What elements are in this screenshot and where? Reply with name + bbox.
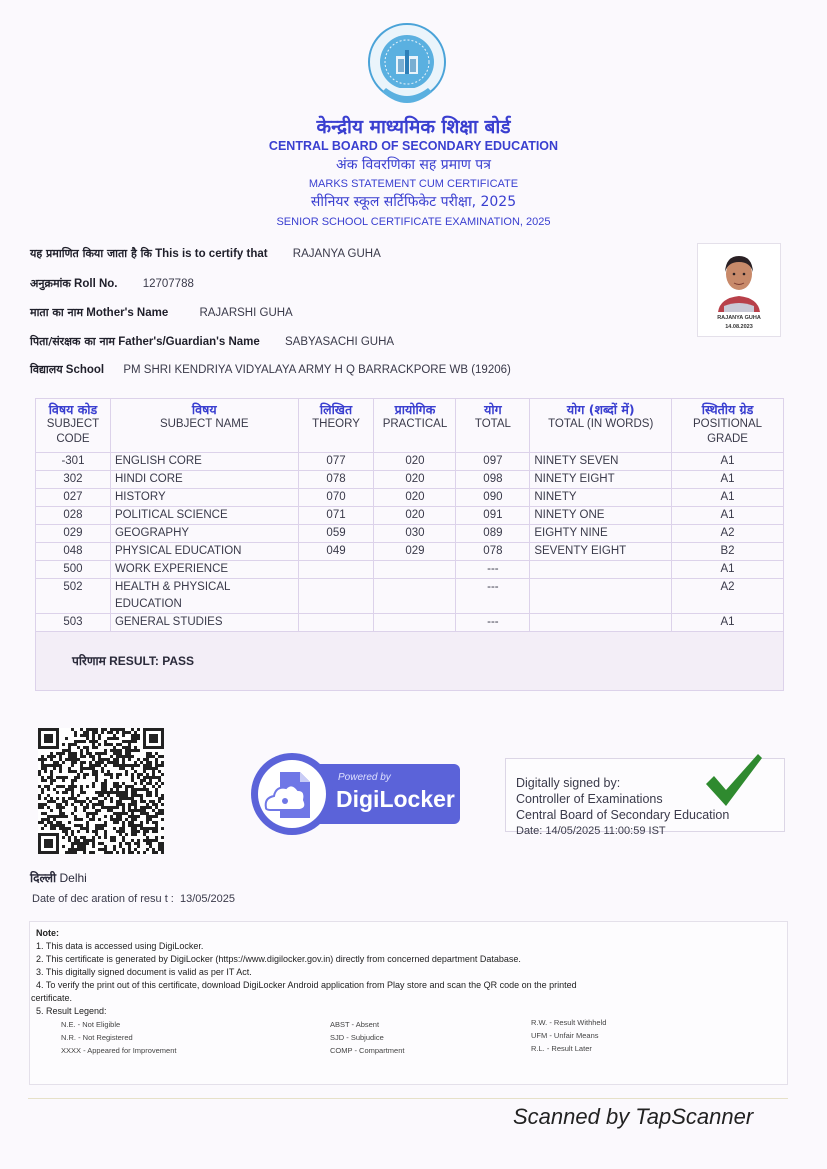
qr-finder-pattern [44, 734, 53, 743]
powered-by-text: Powered by [338, 772, 391, 783]
total-in-words [530, 561, 672, 579]
board-name-english: CENTRAL BOARD OF SECONDARY EDUCATION [268, 139, 559, 153]
subject-code: 503 [36, 614, 111, 632]
theory-marks [298, 579, 374, 614]
practical-marks: 029 [374, 543, 456, 561]
note-item: 3. This digitally signed document is valid as per IT Act. [36, 967, 252, 977]
qr-finder-pattern [149, 734, 158, 743]
document-title-hindi: अंक विवरणिका सह प्रमाण पत्र [336, 157, 491, 173]
subject-code: 028 [36, 507, 111, 525]
divider [28, 1098, 788, 1099]
subject-code: 500 [36, 561, 111, 579]
theory-marks [298, 561, 374, 579]
legend-item: XXXX - Appeared for Improvement [61, 1046, 177, 1055]
theory-marks: 070 [298, 489, 374, 507]
mother-row [30, 305, 293, 320]
note-item: 4. To verify the print out of this certificate, download DigiLocker Android application from Play store and scan the QR code on the printed [36, 980, 577, 990]
roll-label: Roll No. [74, 278, 118, 290]
practical-marks: 020 [374, 453, 456, 471]
positional-grade: A2 [672, 579, 784, 614]
subject-code: 302 [36, 471, 111, 489]
result-label-hindi: परिणाम [72, 653, 106, 668]
total-marks: 090 [456, 489, 530, 507]
scanner-watermark: Scanned by TapScanner [513, 1104, 754, 1129]
result-cell [36, 632, 784, 691]
qr-code[interactable] [38, 728, 164, 854]
header-total-words: योग (शब्दों में) TOTAL (IN WORDS) [530, 399, 672, 453]
subject-name: HINDI CORE [110, 471, 298, 489]
positional-grade: A1 [672, 507, 784, 525]
mother-label: Mother's Name [86, 307, 169, 319]
place [30, 869, 87, 886]
total-marks: --- [456, 614, 530, 632]
cbse-emblem-logo [366, 22, 448, 108]
practical-marks: 030 [374, 525, 456, 543]
header-subject-name: विषय SUBJECT NAME [110, 399, 298, 453]
header-practical: प्रायोगिक PRACTICAL [374, 399, 456, 453]
header-total: योग TOTAL [456, 399, 530, 453]
exam-title-hindi: सीनियर स्कूल सर्टिफिकेट परीक्षा, 2025 [310, 194, 517, 210]
positional-grade: A1 [672, 453, 784, 471]
note-item: 5. Result Legend: [36, 1006, 107, 1016]
total-marks: --- [456, 561, 530, 579]
practical-marks [374, 561, 456, 579]
signature-line-1: Digitally signed by: [516, 776, 621, 790]
subject-code: 048 [36, 543, 111, 561]
student-portrait-icon [714, 248, 764, 312]
table-row [36, 543, 784, 561]
father-label-hindi: पिता/संरक्षक का नाम [30, 335, 115, 348]
signature-line-2: Controller of Examinations [516, 792, 663, 806]
exam-title-english: SENIOR SCHOOL CERTIFICATE EXAMINATION, 2025 [276, 216, 551, 228]
subject-name: GEOGRAPHY [110, 525, 298, 543]
total-marks: 098 [456, 471, 530, 489]
total-in-words: EIGHTY NINE [530, 525, 672, 543]
verified-check-icon [704, 752, 764, 808]
digilocker-brand: DigiLocker [336, 786, 455, 812]
subject-name: PHYSICAL EDUCATION [110, 543, 298, 561]
positional-grade: A2 [672, 525, 784, 543]
table-row [36, 614, 784, 632]
subject-name: HISTORY [110, 489, 298, 507]
qr-finder-pattern [44, 839, 53, 848]
father-name: SABYASACHI GUHA [285, 336, 395, 348]
note-item: 2. This certificate is generated by DigiLocker (https://www.digilocker.gov.in) directly from concerned department Database. [36, 954, 521, 964]
legend-item: COMP - Compartment [330, 1046, 405, 1055]
roll-label-hindi: अनुक्रमांक [30, 277, 71, 290]
positional-grade: B2 [672, 543, 784, 561]
legend-item: N.E. - Not Eligible [61, 1020, 121, 1029]
result-value: RESULT: PASS [109, 653, 195, 668]
theory-marks: 071 [298, 507, 374, 525]
legend-item: SJD - Subjudice [330, 1033, 384, 1042]
legend-item: N.R. - Not Registered [61, 1033, 133, 1042]
table-row [36, 579, 784, 614]
total-marks: 078 [456, 543, 530, 561]
positional-grade: A1 [672, 614, 784, 632]
subject-name: ENGLISH CORE [110, 453, 298, 471]
subject-name: GENERAL STUDIES [110, 614, 298, 632]
mother-name: RAJARSHI GUHA [199, 307, 293, 319]
certify-row [30, 246, 381, 261]
subject-name: WORK EXPERIENCE [110, 561, 298, 579]
certify-label: This is to certify that [155, 248, 268, 260]
total-marks: 091 [456, 507, 530, 525]
theory-marks: 059 [298, 525, 374, 543]
roll-number: 12707788 [142, 278, 194, 290]
subject-name: HEALTH & PHYSICAL EDUCATION [110, 579, 298, 614]
board-name-hindi: केन्द्रीय माध्यमिक शिक्षा बोर्ड [316, 116, 511, 138]
legend-item: R.L. - Result Later [531, 1044, 592, 1053]
header-subject-code: विषय कोड SUBJECT CODE [36, 399, 111, 453]
table-header-row [36, 399, 784, 453]
subject-code: 502 [36, 579, 111, 614]
school-row [30, 362, 511, 377]
total-in-words: NINETY EIGHT [530, 471, 672, 489]
practical-marks [374, 614, 456, 632]
subject-name: POLITICAL SCIENCE [110, 507, 298, 525]
total-in-words: NINETY SEVEN [530, 453, 672, 471]
father-row [30, 334, 394, 349]
theory-marks: 077 [298, 453, 374, 471]
roll-row [30, 276, 194, 291]
student-photo [697, 243, 781, 337]
total-in-words: NINETY ONE [530, 507, 672, 525]
note-item: certificate. [31, 993, 73, 1003]
legend-item: R.W. - Result Withheld [531, 1018, 607, 1027]
table-row [36, 507, 784, 525]
positional-grade: A1 [672, 561, 784, 579]
note-item: 1. This data is accessed using DigiLocker. [36, 941, 204, 951]
legend-item: ABST - Absent [330, 1020, 380, 1029]
theory-marks: 078 [298, 471, 374, 489]
table-row [36, 471, 784, 489]
header-positional-grade: स्थितीय ग्रेड POSITIONAL GRADE [672, 399, 784, 453]
header-theory: लिखित THEORY [298, 399, 374, 453]
signature-date: Date: 14/05/2025 11:00:59 IST [516, 825, 666, 837]
practical-marks: 020 [374, 471, 456, 489]
signature-line-3: Central Board of Secondary Education [516, 808, 730, 822]
place-english: Delhi [59, 871, 87, 885]
place-hindi: दिल्ली [30, 871, 57, 885]
positional-grade: A1 [672, 489, 784, 507]
total-marks: 089 [456, 525, 530, 543]
positional-grade: A1 [672, 471, 784, 489]
school-label: School [65, 364, 105, 376]
table-row [36, 561, 784, 579]
notes-title: Note: [36, 928, 59, 938]
declaration-date: Date of dec aration of resu t : 13/05/2025 [32, 893, 236, 905]
photo-caption-date: 14.08.2023 [725, 324, 753, 330]
father-label: Father's/Guardian's Name [118, 336, 260, 348]
mother-label-hindi: माता का नाम [30, 306, 84, 319]
result-row [36, 632, 784, 691]
practical-marks: 020 [374, 489, 456, 507]
student-name: RAJANYA GUHA [292, 248, 381, 260]
table-row [36, 525, 784, 543]
photo-caption-name: RAJANYA GUHA [717, 315, 761, 321]
document-title-english: MARKS STATEMENT CUM CERTIFICATE [308, 178, 519, 190]
theory-marks: 049 [298, 543, 374, 561]
total-in-words [530, 614, 672, 632]
total-in-words [530, 579, 672, 614]
total-in-words: SEVENTY EIGHT [530, 543, 672, 561]
total-marks: --- [456, 579, 530, 614]
school-label-hindi: विद्यालय [30, 363, 63, 376]
subject-code: -301 [36, 453, 111, 471]
total-in-words: NINETY [530, 489, 672, 507]
legend-item: UFM - Unfair Means [531, 1031, 599, 1040]
marks-table [35, 398, 784, 691]
table-row [36, 453, 784, 471]
subject-code: 029 [36, 525, 111, 543]
notes-box [29, 921, 788, 1085]
theory-marks [298, 614, 374, 632]
school-name: PM SHRI KENDRIYA VIDYALAYA ARMY H Q BARRACKPORE WB (19206) [123, 364, 511, 376]
table-row [36, 489, 784, 507]
subject-code: 027 [36, 489, 111, 507]
practical-marks [374, 579, 456, 614]
certify-label-hindi: यह प्रमाणित किया जाता है कि [30, 247, 152, 260]
practical-marks: 020 [374, 507, 456, 525]
total-marks: 097 [456, 453, 530, 471]
